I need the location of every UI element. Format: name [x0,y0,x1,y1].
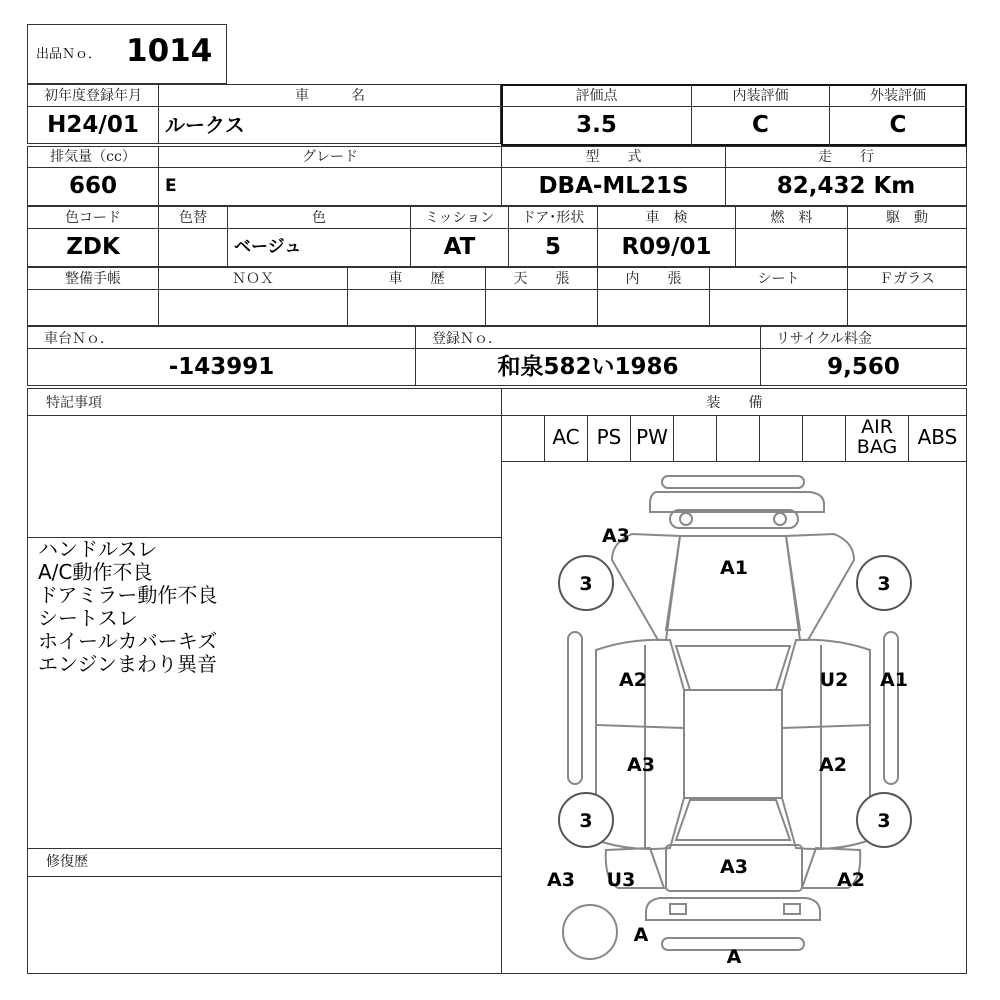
nox-label: ＮＯＸ [232,271,274,287]
note-item: A/C動作不良 [38,560,153,584]
notes-label: 特記事項 [46,395,102,411]
note-item: シートスレ [38,606,138,630]
car-name-label: 車 名 [295,88,365,104]
vehicle-history-label: 車 歴 [388,271,445,287]
damage-rear-bumper: A [633,924,649,946]
mission-label: ミッション [424,210,495,226]
damage-right-front-edge: A1 [880,669,908,691]
equipment-airbag: AIR BAG [856,416,898,458]
inspection-label: 車 検 [645,210,688,226]
color-code: ZDK [66,234,120,260]
displacement: 660 [68,173,117,199]
first-registration-label: 初年度登録年月 [44,88,142,104]
lot-number: 1014 [126,33,213,69]
exterior-value: C [889,112,907,138]
note-item: エンジンまわり異音 [38,652,217,676]
recycle-fee: 9,560 [827,354,900,380]
grade: E [165,176,177,196]
fuel-label: 燃 料 [770,210,813,226]
displacement-label: 排気量（cc） [50,149,136,165]
damage-tailgate: A3 [720,856,748,878]
damage-right-front-door: U2 [819,669,849,691]
inner-lining-label: 内 張 [625,271,682,287]
mileage-label: 走 行 [818,149,874,165]
mileage: 82,432 Km [776,173,916,199]
damage-front-left-fender: A3 [602,525,630,547]
sunroof-label: 天 張 [513,271,570,287]
exterior-label: 外装評価 [870,88,926,104]
note-item: ハンドルスレ [38,537,158,561]
damage-left-front-door: A2 [619,669,647,691]
damage-right-rear-quarter: A2 [837,869,865,891]
damage-rear-bumper-lower: A [726,946,742,968]
car-name: ルークス [165,113,245,137]
interior-label: 内装評価 [732,88,789,104]
seat-label: シート [757,271,800,287]
drive-label: 駆 動 [886,210,928,226]
tyre-circles [559,556,911,847]
tyre-rear-right: 3 [877,810,891,832]
lot-number-label: 出品Ｎｏ． [36,47,102,62]
tyre-front-right: 3 [877,573,891,595]
chassis-number: -143991 [168,354,275,380]
first-registration: H24/01 [47,112,139,138]
door: 5 [544,234,561,260]
note-item: ホイールカバーキズ [38,629,218,653]
damage-left-rear-door: A3 [627,754,655,776]
score-value: 3.5 [576,112,617,138]
door-label: ドア･形状 [521,210,585,226]
equipment-abs: ABS [917,425,958,449]
tyre-rear-left: 3 [579,810,593,832]
repaint-label: 色替 [179,210,207,226]
recycle-fee-label: リサイクル料金 [776,331,873,347]
color: ベージュ [234,237,302,257]
registration-label: 登録Ｎｏ． [432,331,502,347]
repair-history-label: 修復歴 [46,854,88,870]
inspection: R09/01 [621,234,712,260]
note-item: ドアミラー動作不良 [38,583,218,607]
damage-left-rear-pillar: U3 [606,869,636,891]
mission: AT [443,234,476,260]
color-label: 色 [312,210,326,226]
score-label: 評価点 [575,88,618,104]
color-code-label: 色コード [65,210,121,226]
chassis-label: 車台Ｎｏ． [44,331,114,347]
tyre-grades [579,573,890,832]
interior-value: C [752,112,769,138]
maintenance-book-label: 整備手帳 [65,271,121,287]
damage-hood: A1 [720,557,748,579]
model-label: 型 式 [585,149,642,165]
registration-number: 和泉582い1986 [497,354,679,380]
equipment-ps: PS [596,425,622,449]
model: DBA-ML21S [538,173,689,199]
grade-label: グレード [302,149,358,165]
equipment-label: 装 備 [706,395,763,411]
front-glass-label: Ｆガラス [879,271,935,287]
damage-left-rear-quarter: A3 [547,869,575,891]
equipment-pw: PW [636,425,668,449]
damage-right-rear-door: A2 [819,754,847,776]
equipment-ac: AC [552,425,580,449]
tyre-front-left: 3 [579,573,593,595]
